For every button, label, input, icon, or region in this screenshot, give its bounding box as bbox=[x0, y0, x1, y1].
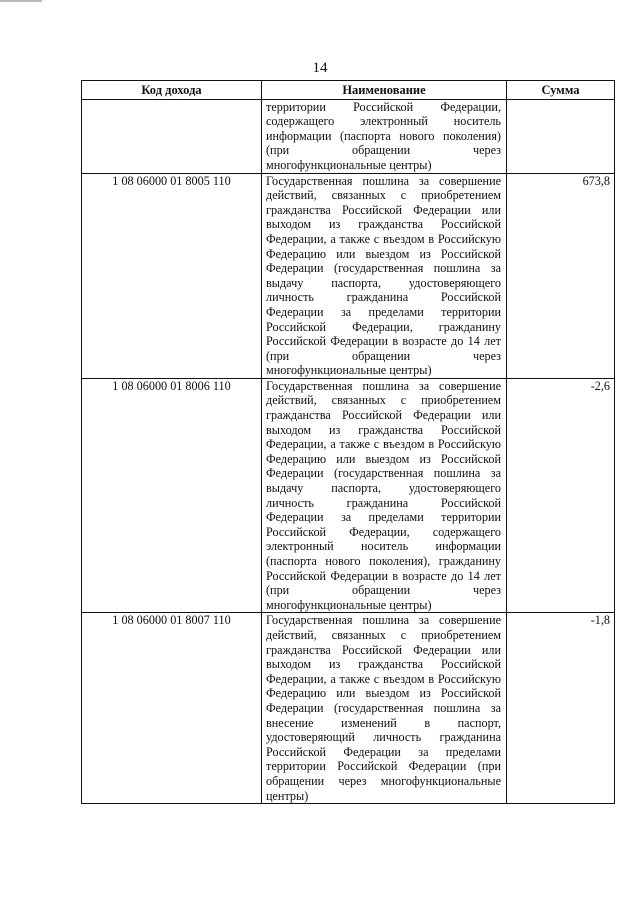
table-row bbox=[82, 99, 615, 173]
table-row bbox=[82, 613, 615, 804]
table-row bbox=[82, 173, 615, 378]
row-amount: 673,8 bbox=[507, 173, 615, 378]
header-code: Код дохода bbox=[82, 81, 262, 100]
page-number: 14 bbox=[312, 60, 328, 76]
header-name: Наименование bbox=[262, 81, 507, 100]
table-row bbox=[82, 378, 615, 613]
row-name: Государственная пошлина за совершение действий, связанных с приобретением гражданства Российской Федерации или выходом из гражданства Российской Федерации, а также с въездом в Российскую Федерацию или выездом из Российской Федерации (государственная пошлина за внесение изменений в паспорт, удостоверяющий личность гражданина Российской Федерации за пределами территории Российской Федерации (при обращении через многофункциональные центры) bbox=[262, 613, 507, 804]
row-code: 1 08 06000 01 8005 110 bbox=[82, 173, 262, 378]
row-amount: -2,6 bbox=[507, 378, 615, 613]
row-code bbox=[82, 99, 262, 173]
revenue-table bbox=[81, 80, 615, 804]
row-name: Государственная пошлина за совершение действий, связанных с приобретением гражданства Российской Федерации или выходом из гражданства Российской Федерации, а также с въездом в Российскую Федерацию или выездом из Российской Федерации (государственная пошлина за выдачу паспорта, удостоверяющего личность гражданина Российской Федерации за пределами территории Российской Федерации, содержащего электронный носитель информации (паспорта нового поколения), гражданину Российской Федерации в возрасте до 14 лет (при обращении через многофункциональные центры) bbox=[262, 378, 507, 613]
row-amount: -1,8 bbox=[507, 613, 615, 804]
row-code: 1 08 06000 01 8006 110 bbox=[82, 378, 262, 613]
row-code: 1 08 06000 01 8007 110 bbox=[82, 613, 262, 804]
scan-edge-mark bbox=[0, 0, 42, 2]
table-header-row bbox=[82, 81, 615, 100]
row-name: территории Российской Федерации, содержащего электронный носитель информации (паспорта нового поколения) (при обращении через многофункциональные центры) bbox=[262, 99, 507, 173]
header-amount: Сумма bbox=[507, 81, 615, 100]
row-amount bbox=[507, 99, 615, 173]
row-name: Государственная пошлина за совершение действий, связанных с приобретением гражданства Российской Федерации или выходом из гражданства Российской Федерации, а также с въездом в Российскую Федерацию или выездом из Российской Федерации (государственная пошлина за выдачу паспорта, удостоверяющего личность гражданина Российской Федерации за пределами территории Российской Федерации, гражданину Российской Федерации в возрасте до 14 лет (при обращении через многофункциональные центры) bbox=[262, 173, 507, 378]
